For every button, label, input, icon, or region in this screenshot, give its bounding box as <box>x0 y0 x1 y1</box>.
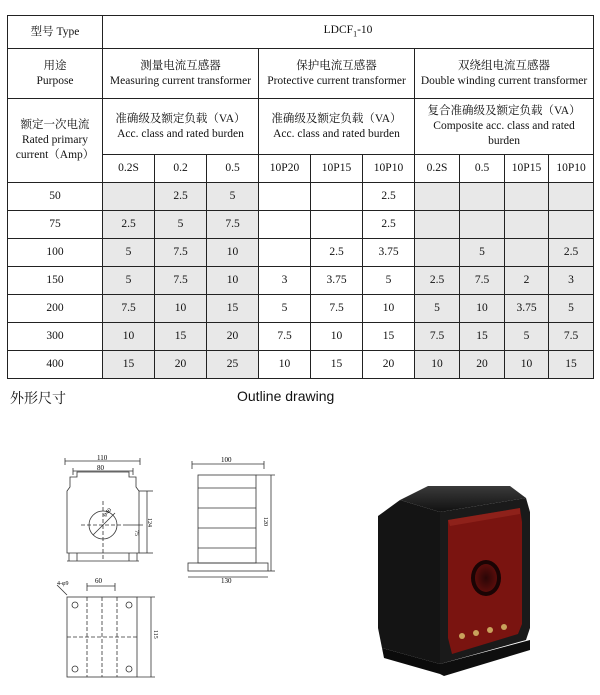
value-cell <box>505 239 549 267</box>
measuring-header: 测量电流互感器 Measuring current transformer <box>103 49 259 99</box>
class-header-cell: 10P20 <box>259 155 311 183</box>
value-cell: 2.5 <box>103 211 155 239</box>
value-cell: 3.75 <box>363 239 415 267</box>
value-cell <box>460 211 505 239</box>
value-cell: 3 <box>549 267 594 295</box>
dim-75: 75 <box>133 530 139 536</box>
value-cell: 25 <box>207 351 259 379</box>
value-cell <box>259 183 311 211</box>
value-cell <box>415 239 460 267</box>
acc-class-header-2: 准确级及额定负载（VA） Acc. class and rated burden <box>259 99 415 155</box>
dim-80: 80 <box>97 464 104 472</box>
purpose-label: 用途 Purpose <box>8 49 103 99</box>
value-cell <box>259 211 311 239</box>
value-cell: 15 <box>549 351 594 379</box>
outline-title-cn: 外形尺寸 <box>10 390 66 406</box>
current-cell: 300 <box>8 323 103 351</box>
transformer-photo <box>370 478 540 680</box>
value-cell: 10 <box>311 323 363 351</box>
class-header-cell: 0.5 <box>207 155 259 183</box>
value-cell <box>311 183 363 211</box>
table-row <box>8 211 594 239</box>
value-cell: 15 <box>460 323 505 351</box>
dim-4phi9: 4-φ9 <box>57 581 69 587</box>
value-cell <box>505 211 549 239</box>
value-cell: 20 <box>155 351 207 379</box>
value-cell: 2.5 <box>311 239 363 267</box>
value-cell: 2.5 <box>363 211 415 239</box>
spec-table <box>7 15 594 379</box>
value-cell: 10 <box>207 267 259 295</box>
value-cell <box>415 183 460 211</box>
value-cell: 5 <box>363 267 415 295</box>
value-cell <box>415 211 460 239</box>
value-cell <box>259 239 311 267</box>
front-view-drawing <box>55 455 155 575</box>
class-header-cell: 0.5 <box>460 155 505 183</box>
current-cell: 50 <box>8 183 103 211</box>
dim-120: 120 <box>262 517 268 526</box>
value-cell: 5 <box>415 295 460 323</box>
value-cell <box>549 211 594 239</box>
table-row <box>8 183 594 211</box>
table-row <box>8 351 594 379</box>
value-cell: 3 <box>259 267 311 295</box>
value-cell: 10 <box>415 351 460 379</box>
acc-class-header-1: 准确级及额定负载（VA） Acc. class and rated burden <box>103 99 259 155</box>
value-cell: 10 <box>155 295 207 323</box>
type-label: 型号 Type <box>8 16 103 49</box>
outline-title-en: Outline drawing <box>237 388 335 404</box>
value-cell: 7.5 <box>155 239 207 267</box>
value-cell: 15 <box>155 323 207 351</box>
value-cell: 3.75 <box>505 295 549 323</box>
value-cell: 5 <box>103 267 155 295</box>
dim-phi40: φ40 <box>102 507 114 519</box>
value-cell: 3.75 <box>311 267 363 295</box>
value-cell: 7.5 <box>460 267 505 295</box>
value-cell: 5 <box>155 211 207 239</box>
value-cell: 15 <box>363 323 415 351</box>
dim-124: 124 <box>146 518 152 527</box>
table-row <box>8 295 594 323</box>
dim-100: 100 <box>221 456 232 464</box>
bottom-view-drawing <box>55 575 165 685</box>
value-cell: 2.5 <box>363 183 415 211</box>
value-cell: 10 <box>363 295 415 323</box>
dim-115: 115 <box>152 630 158 639</box>
value-cell: 5 <box>505 323 549 351</box>
value-cell: 10 <box>207 239 259 267</box>
current-cell: 200 <box>8 295 103 323</box>
value-cell: 7.5 <box>155 267 207 295</box>
value-cell: 15 <box>207 295 259 323</box>
current-cell: 75 <box>8 211 103 239</box>
value-cell: 2.5 <box>549 239 594 267</box>
value-cell <box>311 211 363 239</box>
value-cell: 15 <box>311 351 363 379</box>
dim-130: 130 <box>221 577 232 585</box>
value-cell: 5 <box>259 295 311 323</box>
value-cell: 15 <box>103 351 155 379</box>
value-cell: 7.5 <box>207 211 259 239</box>
value-cell <box>103 183 155 211</box>
current-cell: 100 <box>8 239 103 267</box>
value-cell: 10 <box>505 351 549 379</box>
value-cell: 7.5 <box>259 323 311 351</box>
dim-60: 60 <box>95 577 102 585</box>
value-cell: 2.5 <box>415 267 460 295</box>
dim-110: 110 <box>97 455 108 462</box>
value-cell: 5 <box>549 295 594 323</box>
value-cell: 7.5 <box>311 295 363 323</box>
value-cell: 2.5 <box>155 183 207 211</box>
value-cell: 20 <box>363 351 415 379</box>
value-cell: 10 <box>259 351 311 379</box>
value-cell: 10 <box>103 323 155 351</box>
protective-header: 保护电流互感器 Protective current transformer <box>259 49 415 99</box>
class-header-cell: 10P10 <box>549 155 594 183</box>
class-header-cell: 0.2S <box>103 155 155 183</box>
value-cell <box>549 183 594 211</box>
value-cell: 7.5 <box>549 323 594 351</box>
table-row <box>8 267 594 295</box>
value-cell: 7.5 <box>103 295 155 323</box>
class-header-cell: 10P15 <box>311 155 363 183</box>
value-cell: 10 <box>460 295 505 323</box>
class-header-cell: 10P10 <box>363 155 415 183</box>
value-cell: 2 <box>505 267 549 295</box>
class-header-cell: 0.2 <box>155 155 207 183</box>
table-row <box>8 239 594 267</box>
double-winding-header: 双绕组电流互感器 Double winding current transformer <box>415 49 594 99</box>
value-cell: 5 <box>460 239 505 267</box>
composite-acc-header: 复合准确级及额定负载（VA） Composite acc. class and rated burden <box>415 99 594 155</box>
class-header-cell: 10P15 <box>505 155 549 183</box>
current-cell: 400 <box>8 351 103 379</box>
value-cell: 5 <box>207 183 259 211</box>
current-cell: 150 <box>8 267 103 295</box>
value-cell: 20 <box>460 351 505 379</box>
table-row <box>8 323 594 351</box>
value-cell: 5 <box>103 239 155 267</box>
value-cell <box>460 183 505 211</box>
side-view-drawing <box>180 455 280 585</box>
value-cell: 7.5 <box>415 323 460 351</box>
model-name: $LDCF_1-10$ <box>103 16 594 49</box>
class-header-cell: 0.2S <box>415 155 460 183</box>
value-cell: 20 <box>207 323 259 351</box>
rated-current-label: 额定一次电流 Rated primary current（Amp） <box>8 99 103 183</box>
value-cell <box>505 183 549 211</box>
